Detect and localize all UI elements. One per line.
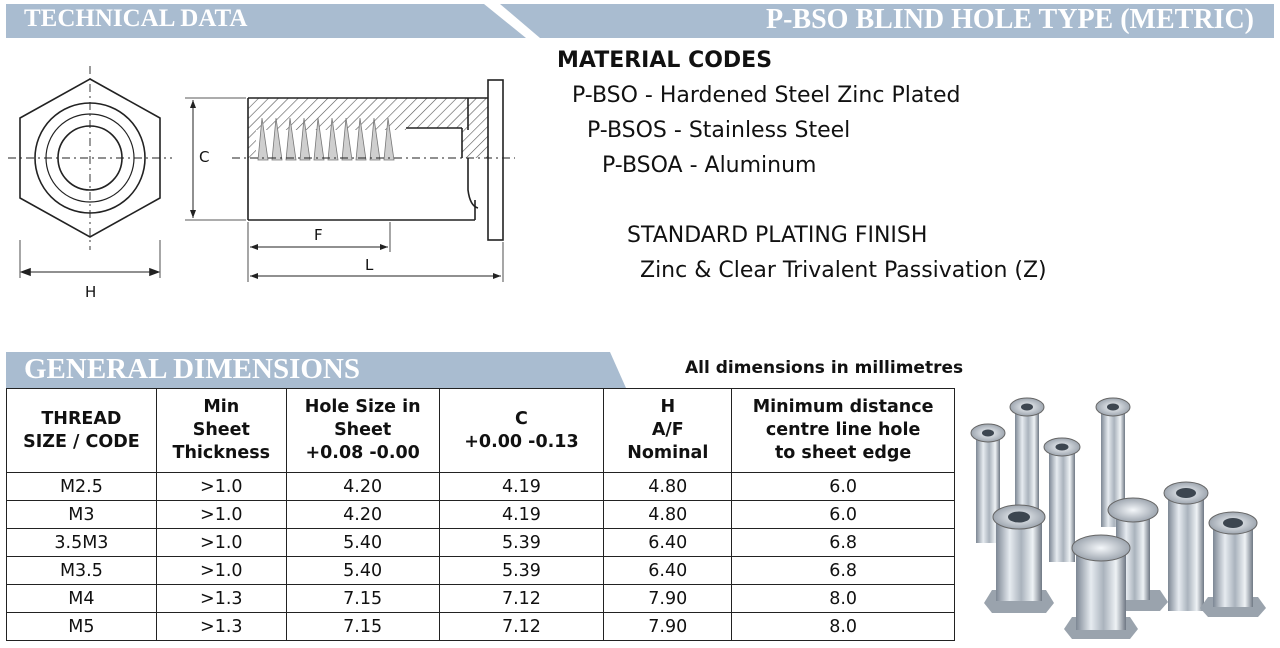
cell-min-distance: 8.0 <box>732 613 955 641</box>
cell-c: 5.39 <box>439 557 604 585</box>
cell-thread: M5 <box>7 613 157 641</box>
cell-c: 4.19 <box>439 501 604 529</box>
technical-data-title: TECHNICAL DATA <box>24 5 248 32</box>
dimension-label-c: C <box>199 148 210 166</box>
cell-thread: M3 <box>7 501 157 529</box>
side-section-view <box>185 80 515 282</box>
table-row <box>7 501 955 529</box>
dimension-label-f: F <box>314 226 323 244</box>
table-row <box>7 529 955 557</box>
product-title: P-BSO BLIND HOLE TYPE (METRIC) <box>766 4 1254 35</box>
material-code-bso: P-BSO - Hardened Steel Zinc Plated <box>572 83 961 108</box>
table-header-row <box>7 389 955 473</box>
standoff-group <box>971 398 1266 639</box>
cell-c: 7.12 <box>439 613 604 641</box>
cell-h: 4.80 <box>604 501 732 529</box>
cell-min-sheet: >1.3 <box>156 613 286 641</box>
cell-min-distance: 8.0 <box>732 585 955 613</box>
cell-thread: M4 <box>7 585 157 613</box>
hex-end-view <box>8 66 172 278</box>
cell-h: 7.90 <box>604 585 732 613</box>
header-min-distance: Minimum distance centre line hole to sheet edge <box>732 389 955 473</box>
header-h: H A/F Nominal <box>604 389 732 473</box>
cell-min-distance: 6.0 <box>732 501 955 529</box>
cell-min-distance: 6.8 <box>732 529 955 557</box>
plating-finish-heading: STANDARD PLATING FINISH <box>627 223 928 248</box>
material-code-bsoa: P-BSOA - Aluminum <box>602 153 817 178</box>
material-codes-heading: MATERIAL CODES <box>557 48 773 73</box>
cell-min-sheet: >1.0 <box>156 529 286 557</box>
cell-hole-size: 7.15 <box>286 585 439 613</box>
header-hole-size: Hole Size in Sheet +0.08 -0.00 <box>286 389 439 473</box>
cell-min-sheet: >1.3 <box>156 585 286 613</box>
cell-hole-size: 5.40 <box>286 557 439 585</box>
cell-hole-size: 7.15 <box>286 613 439 641</box>
cell-h: 4.80 <box>604 473 732 501</box>
cell-min-sheet: >1.0 <box>156 557 286 585</box>
general-dimensions-title: GENERAL DIMENSIONS <box>24 353 360 385</box>
units-note: All dimensions in millimetres <box>685 358 964 378</box>
cell-thread: M3.5 <box>7 557 157 585</box>
table-row <box>7 613 955 641</box>
cell-min-distance: 6.0 <box>732 473 955 501</box>
table-row <box>7 473 955 501</box>
cell-hole-size: 4.20 <box>286 473 439 501</box>
cell-h: 7.90 <box>604 613 732 641</box>
cell-hole-size: 4.20 <box>286 501 439 529</box>
cell-h: 6.40 <box>604 529 732 557</box>
dimension-label-h: H <box>85 283 97 301</box>
cell-min-sheet: >1.0 <box>156 473 286 501</box>
header-thread-size: THREAD SIZE / CODE <box>7 389 157 473</box>
header-c: C +0.00 -0.13 <box>439 389 604 473</box>
cell-c: 4.19 <box>439 473 604 501</box>
table-row <box>7 585 955 613</box>
dimension-label-l: L <box>365 256 374 274</box>
material-code-bsos: P-BSOS - Stainless Steel <box>587 118 851 143</box>
cell-thread: 3.5M3 <box>7 529 157 557</box>
dimensions-table <box>6 388 955 641</box>
cell-min-distance: 6.8 <box>732 557 955 585</box>
cell-h: 6.40 <box>604 557 732 585</box>
table-row <box>7 557 955 585</box>
cell-hole-size: 5.40 <box>286 529 439 557</box>
product-photo <box>960 385 1276 645</box>
technical-drawing <box>0 40 520 310</box>
header-min-sheet-thickness: Min Sheet Thickness <box>156 389 286 473</box>
cell-min-sheet: >1.0 <box>156 501 286 529</box>
cell-thread: M2.5 <box>7 473 157 501</box>
cell-c: 7.12 <box>439 585 604 613</box>
cell-c: 5.39 <box>439 529 604 557</box>
plating-finish-value: Zinc & Clear Trivalent Passivation (Z) <box>640 258 1047 283</box>
